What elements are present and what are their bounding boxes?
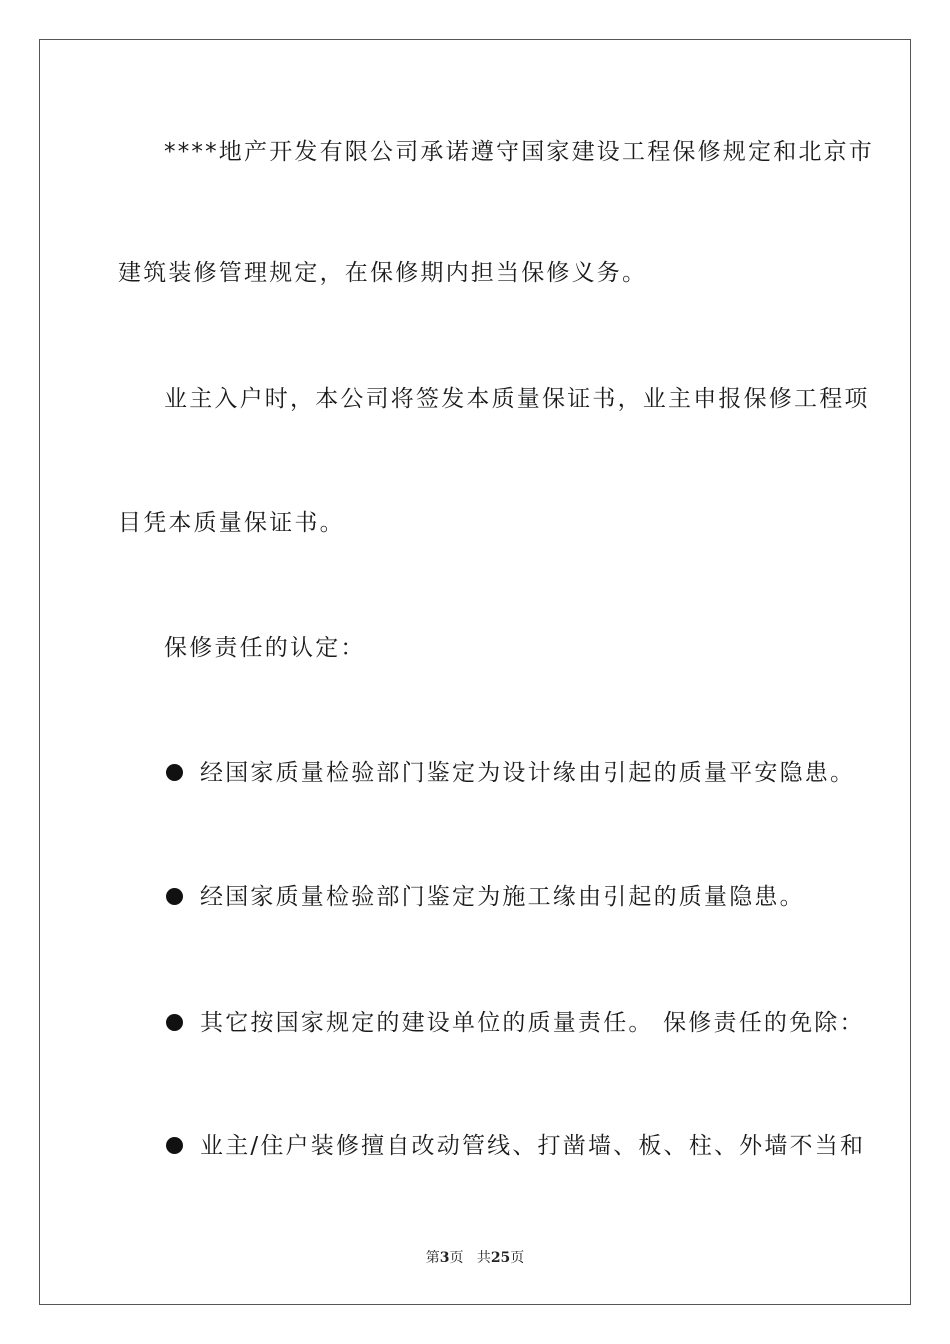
list-item-text: 经国家质量检验部门鉴定为施工缘由引起的质量隐患。 bbox=[200, 884, 805, 910]
bullet-icon bbox=[166, 1137, 183, 1154]
section-heading-responsibility: 保修责任的认定： bbox=[164, 635, 366, 661]
list-item-text: 经国家质量检验部门鉴定为设计缘由引起的质量平安隐患。 bbox=[200, 760, 856, 786]
bullet-icon bbox=[166, 764, 183, 781]
list-item-text: 业主/住户装修擅自改动管线、打凿墙、板、柱、外墙不当和 bbox=[200, 1133, 866, 1159]
paragraph-2-line-1: 业主入户时，本公司将签发本质量保证书，业主申报保修工程项 bbox=[164, 386, 870, 412]
bullet-icon bbox=[166, 888, 183, 905]
footer-page-suffix: 页 bbox=[449, 1250, 464, 1266]
footer-total-suffix: 页 bbox=[510, 1250, 525, 1266]
list-item-text: 其它按国家规定的建设单位的质量责任。 保修责任的免除： bbox=[200, 1010, 865, 1036]
paragraph-1-line-1: ****地产开发有限公司承诺遵守国家建设工程保修规定和北京市 bbox=[164, 139, 874, 165]
page-footer bbox=[0, 1248, 950, 1268]
footer-total-prefix: 共 bbox=[476, 1250, 491, 1266]
paragraph-1-line-2: 建筑装修管理规定，在保修期内担当保修义务。 bbox=[118, 260, 648, 286]
page-frame bbox=[39, 39, 911, 1305]
footer-page-number: 3 bbox=[439, 1250, 450, 1266]
paragraph-2-line-2: 目凭本质量保证书。 bbox=[118, 510, 345, 536]
footer-total-pages: 25 bbox=[490, 1250, 511, 1266]
footer-page-prefix: 第 bbox=[425, 1250, 440, 1266]
bullet-icon bbox=[166, 1014, 183, 1031]
